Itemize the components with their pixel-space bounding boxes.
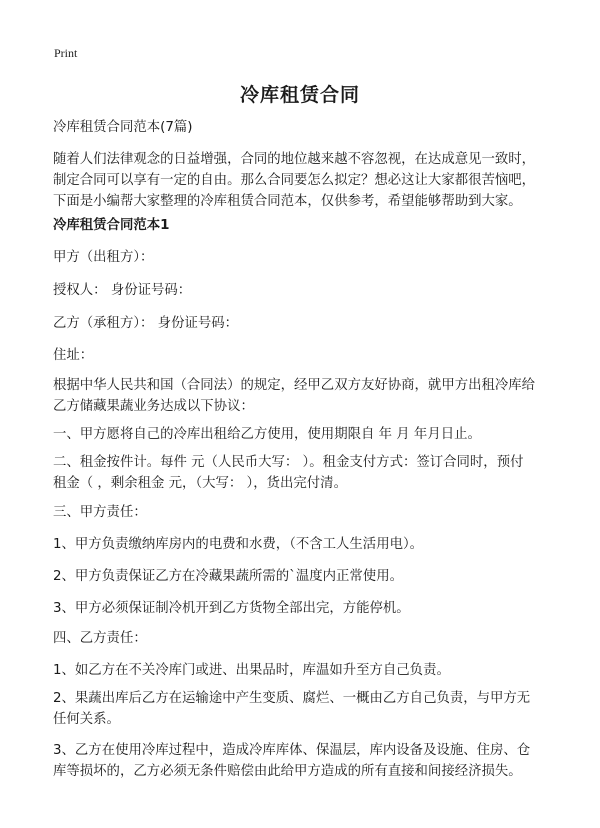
basis-paragraph <box>53 375 553 417</box>
clause-2-line: 租金（ ，剩余租金 元，（大写： ），货出完付清。 <box>53 476 347 491</box>
party-a-line: 甲方（出租方）： <box>53 250 154 265</box>
clause-3-heading: 三、甲方责任： <box>53 505 147 520</box>
clause-4-heading: 四、乙方责任： <box>53 631 147 646</box>
clause-4-item-3-line: 库等损坏的，乙方必须无条件赔偿由此给甲方造成的所有直接和间接经济损失。 <box>53 764 522 779</box>
clause-2 <box>53 452 553 494</box>
clause-3-item-3: 3、甲方必须保证制冷机开到乙方货物全部出完，方能停机。 <box>53 601 410 616</box>
basis-line: 根据中华人民共和国（合同法）的规定，经甲乙双方友好协商，就甲方出租冷库给 <box>53 378 536 393</box>
section-heading: 冷库租赁合同范本1 <box>53 218 170 233</box>
clause-3-item-1: 1、甲方负责缴纳库房内的电费和水费，（不含工人生活用电）。 <box>53 537 424 552</box>
clause-4-item-3-line: 3、乙方在使用冷库过程中，造成冷库库体、保温层，库内设备及设施、住房、仓 <box>53 743 531 758</box>
clause-1: 一、甲方愿将自己的冷库出租给乙方使用，使用期限自 年 月 年月日止。 <box>53 427 481 442</box>
clause-2-line: 二、租金按件计。每件 元（人民币大写： ）。租金支付方式：签订合同时，预付 <box>53 455 524 470</box>
clause-4-item-3 <box>53 740 553 782</box>
document-subtitle: 冷库租赁合同范本(7篇) <box>53 120 193 135</box>
clause-4-item-2 <box>53 688 553 730</box>
clause-3-item-2: 2、甲方负责保证乙方在冷藏果蔬所需的`温度内正常使用。 <box>53 569 403 584</box>
clause-4-item-2-line: 2、果蔬出库后乙方在运输途中产生变质、腐烂、一概由乙方自己负责，与甲方无 <box>53 691 531 706</box>
basis-line: 乙方储藏果蔬业务达成以下协议： <box>53 399 254 414</box>
party-b-line: 乙方（承租方）： 身份证号码： <box>53 316 239 331</box>
print-link[interactable]: Print <box>54 46 78 60</box>
intro-line: 随着人们法律观念的日益增强，合同的地位越来越不容忽视，在达成意见一致时， <box>53 152 536 167</box>
intro-line: 下面是小编帮大家整理的冷库租赁合同范本，仅供参考，希望能够帮助到大家。 <box>53 194 522 209</box>
intro-line: 制定合同可以享有一定的自由。那么合同要怎么拟定？想必这让大家都很苦恼吧， <box>53 173 536 188</box>
address-line: 住址： <box>53 348 94 363</box>
authorized-person-line: 授权人： 身份证号码： <box>53 283 192 298</box>
clause-4-item-2-line: 任何关系。 <box>53 712 120 727</box>
document-title: 冷库租赁合同 <box>239 84 360 106</box>
intro-paragraph <box>53 149 553 212</box>
clause-4-item-1: 1、如乙方在不关冷库门或进、出果品时，库温如升至方自己负责。 <box>53 663 450 678</box>
